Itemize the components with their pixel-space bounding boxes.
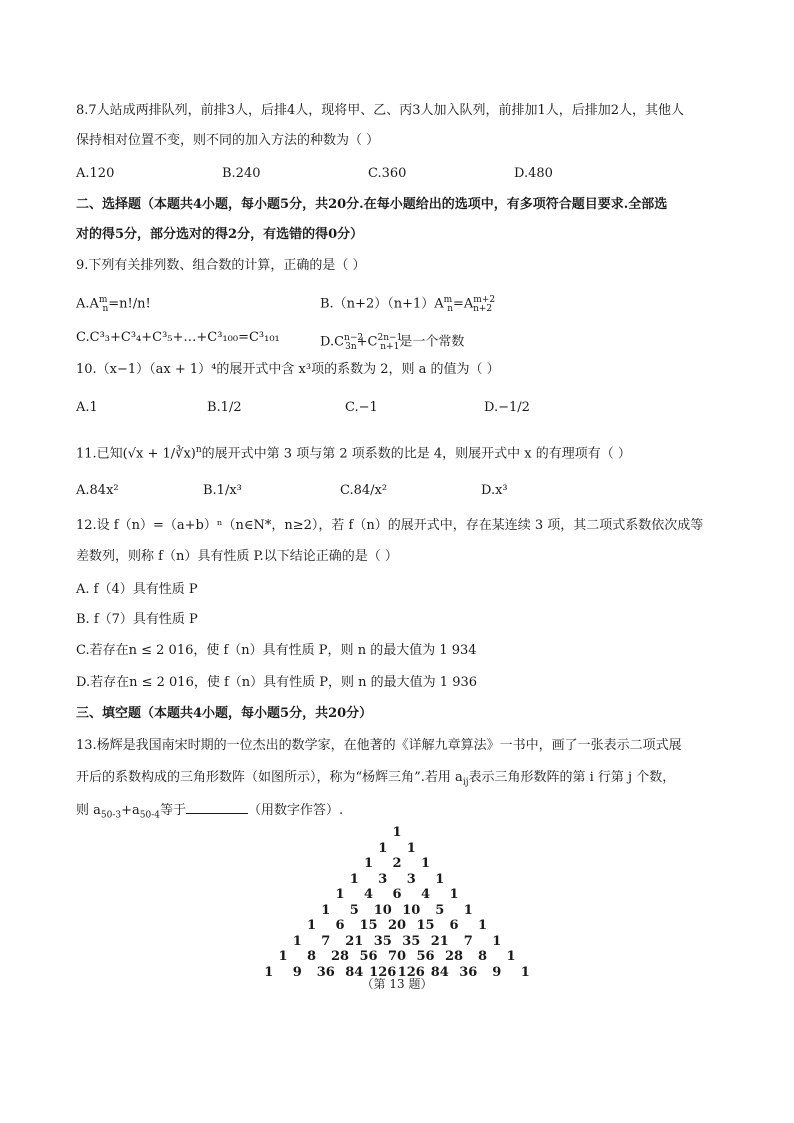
q10-stem: 10.（x−1）（ax + 1）⁴的展开式中含 x³项的系数为 2，则 a 的值为（ ） xyxy=(76,362,500,377)
triangle-number: 20 xyxy=(387,918,407,933)
figure-caption: （第 13 题） xyxy=(361,977,433,991)
triangle-number: 1 xyxy=(463,902,473,918)
triangle-number: 9 xyxy=(292,964,302,980)
triangle-number: 1 xyxy=(278,949,288,964)
q11-option-a: A.84x² xyxy=(76,483,119,498)
triangle-number: 8 xyxy=(477,949,488,964)
q11-option-b: B.1/x³ xyxy=(203,483,242,498)
triangle-number: 3 xyxy=(406,871,416,887)
q12-line1: 12.设 f（n）=（a+b）ⁿ（n∈N*，n≥2），若 f（n）的展开式中，存在某连续 3 项，其二项式系数依次成等 xyxy=(76,518,704,533)
triangle-number: 126 xyxy=(369,964,397,980)
triangle-number: 6 xyxy=(335,918,345,933)
q8-option-c: C.360 xyxy=(368,166,407,181)
triangle-number: 35 xyxy=(373,933,392,949)
triangle-number: 5 xyxy=(349,902,359,918)
q13-line1: 13.杨辉是我国南宋时期的一位杰出的数学家，在他著的《详解九章算法》一书中，画了一张表示二项式展 xyxy=(76,738,682,753)
triangle-number: 36 xyxy=(316,964,335,980)
triangle-number: 1 xyxy=(321,902,331,918)
triangle-number: 8 xyxy=(306,949,317,964)
triangle-number: 28 xyxy=(444,949,464,964)
q8-option-a: A.120 xyxy=(76,166,115,181)
triangle-number: 56 xyxy=(416,949,435,964)
q12-option-a: A. f（4）具有性质 P xyxy=(76,582,198,597)
triangle-row xyxy=(0,949,794,965)
q11-stem: 11.已知(√x + 1/∛x)$^n$的展开式中第 3 项与第 2 项系数的比是 4，则展开式中 x 的有理项有（ ） xyxy=(76,445,631,462)
triangle-number: 1 xyxy=(363,856,374,871)
triangle-number: 28 xyxy=(330,949,350,964)
triangle-row xyxy=(0,856,794,872)
triangle-row xyxy=(0,825,794,841)
triangle-number: 1 xyxy=(335,887,345,902)
triangle-row xyxy=(0,872,794,888)
q9-option-b: $B.(n+2)(n+1)A^m_n=A^{m+2}_{n+2}$ xyxy=(320,295,496,314)
triangle-number: 6 xyxy=(392,887,402,902)
triangle-number: 1 xyxy=(435,871,445,887)
triangle-number: 10 xyxy=(373,902,392,918)
triangle-number: 1 xyxy=(392,825,402,840)
q12-option-d: D.若存在n ≤ 2 016，使 f（n）具有性质 P，则 n 的最大值为 1 936 xyxy=(76,675,478,690)
q8-option-d: D.480 xyxy=(514,166,553,181)
triangle-number: 4 xyxy=(363,887,374,902)
q10-option-b: B.1/2 xyxy=(207,400,242,415)
triangle-number: 1 xyxy=(420,856,431,871)
triangle-row xyxy=(0,934,794,950)
triangle-number: 84 xyxy=(345,964,364,980)
triangle-number: 1 xyxy=(264,964,274,980)
q9-option-d: $D.C^{n-2}_{3n}+C^{2n-1}_{n+1}$是一个常数 xyxy=(320,333,465,352)
triangle-number: 1 xyxy=(292,933,302,949)
triangle-number: 6 xyxy=(449,918,459,933)
q12-option-b: B. f（7）具有性质 P xyxy=(76,612,198,627)
answer-blank xyxy=(186,801,248,814)
triangle-number: 21 xyxy=(345,933,364,949)
triangle-number: 7 xyxy=(463,933,473,949)
q8-line2: 保持相对位置不变，则不同的加入方法的种数为（ ） xyxy=(76,133,380,148)
triangle-number: 70 xyxy=(387,949,407,964)
q11-option-d: D.x³ xyxy=(481,483,508,498)
triangle-number: 2 xyxy=(392,856,402,871)
triangle-number: 36 xyxy=(459,964,478,980)
q12-option-c: C.若存在n ≤ 2 016，使 f（n）具有性质 P，则 n 的最大值为 1 934 xyxy=(76,643,477,658)
q12-line2: 差数列，则称 f（n）具有性质 P.以下结论正确的是（ ） xyxy=(76,549,398,564)
triangle-number: 4 xyxy=(420,887,431,902)
q8-line1: 8.7人站成两排队列，前排3人，后排4人，现将甲、乙、丙3人加入队列，前排加1人，后排加2人，其他人 xyxy=(76,103,685,118)
q11-option-c: C.84/x² xyxy=(340,483,388,498)
q13-line3: 则 $a_{50-3}+a_{50-4}$等于 （用数字作答）. xyxy=(76,803,344,821)
triangle-number: 35 xyxy=(402,933,421,949)
triangle-number: 1 xyxy=(477,918,488,933)
triangle-number: 3 xyxy=(378,871,388,887)
triangle-row xyxy=(0,841,794,857)
triangle-number: 10 xyxy=(402,902,421,918)
triangle-number: 1 xyxy=(406,840,416,856)
q9-option-a: $A.A^m_n=n!/n$! xyxy=(76,295,151,314)
q10-option-a: A.1 xyxy=(76,400,98,415)
triangle-row xyxy=(0,887,794,903)
triangle-number: 1 xyxy=(349,871,359,887)
triangle-number: 7 xyxy=(321,933,331,949)
section3-heading: 三、填空题（本题共4小题，每小题5分，共20分） xyxy=(76,706,373,721)
triangle-number: 9 xyxy=(492,964,502,980)
triangle-row xyxy=(0,903,794,919)
triangle-number: 1 xyxy=(449,887,459,902)
triangle-number: 1 xyxy=(378,840,388,856)
q9-stem: 9.下列有关排列数、组合数的计算，正确的是（ ） xyxy=(76,258,366,273)
triangle-number: 84 xyxy=(430,964,449,980)
triangle-number: 15 xyxy=(416,918,435,933)
triangle-row xyxy=(0,918,794,934)
triangle-number: 1 xyxy=(520,964,530,980)
section2-heading-line2: 对的得5分，部分选对的得2分，有选错的得0分） xyxy=(76,227,364,242)
triangle-number: 1 xyxy=(492,933,502,949)
q8-option-b: B.240 xyxy=(222,166,261,181)
q10-option-c: C.−1 xyxy=(345,400,378,415)
triangle-number: 126 xyxy=(397,964,425,980)
q13-line2: 开后的系数构成的三角形数阵（如图所示），称为“杨辉三角”.若用 $a_{ij}$表示三角形数阵的第 i 行第 j 个数， xyxy=(76,770,676,788)
triangle-number: 1 xyxy=(306,918,317,933)
triangle-number: 56 xyxy=(359,949,378,964)
triangle-number: 15 xyxy=(359,918,378,933)
q10-option-d: D.−1/2 xyxy=(484,400,530,415)
triangle-number: 5 xyxy=(435,902,445,918)
q9-option-c: C.C³₃+C³₄+C³₅+…+C³₁₀₀=C³₁₀₁ xyxy=(76,330,280,345)
triangle-number: 1 xyxy=(506,949,516,964)
section2-heading-line1: 二、选择题（本题共4小题，每小题5分，共20分.在每小题给出的选项中，有多项符合题目要求.全部选 xyxy=(76,197,668,212)
triangle-number: 21 xyxy=(430,933,449,949)
